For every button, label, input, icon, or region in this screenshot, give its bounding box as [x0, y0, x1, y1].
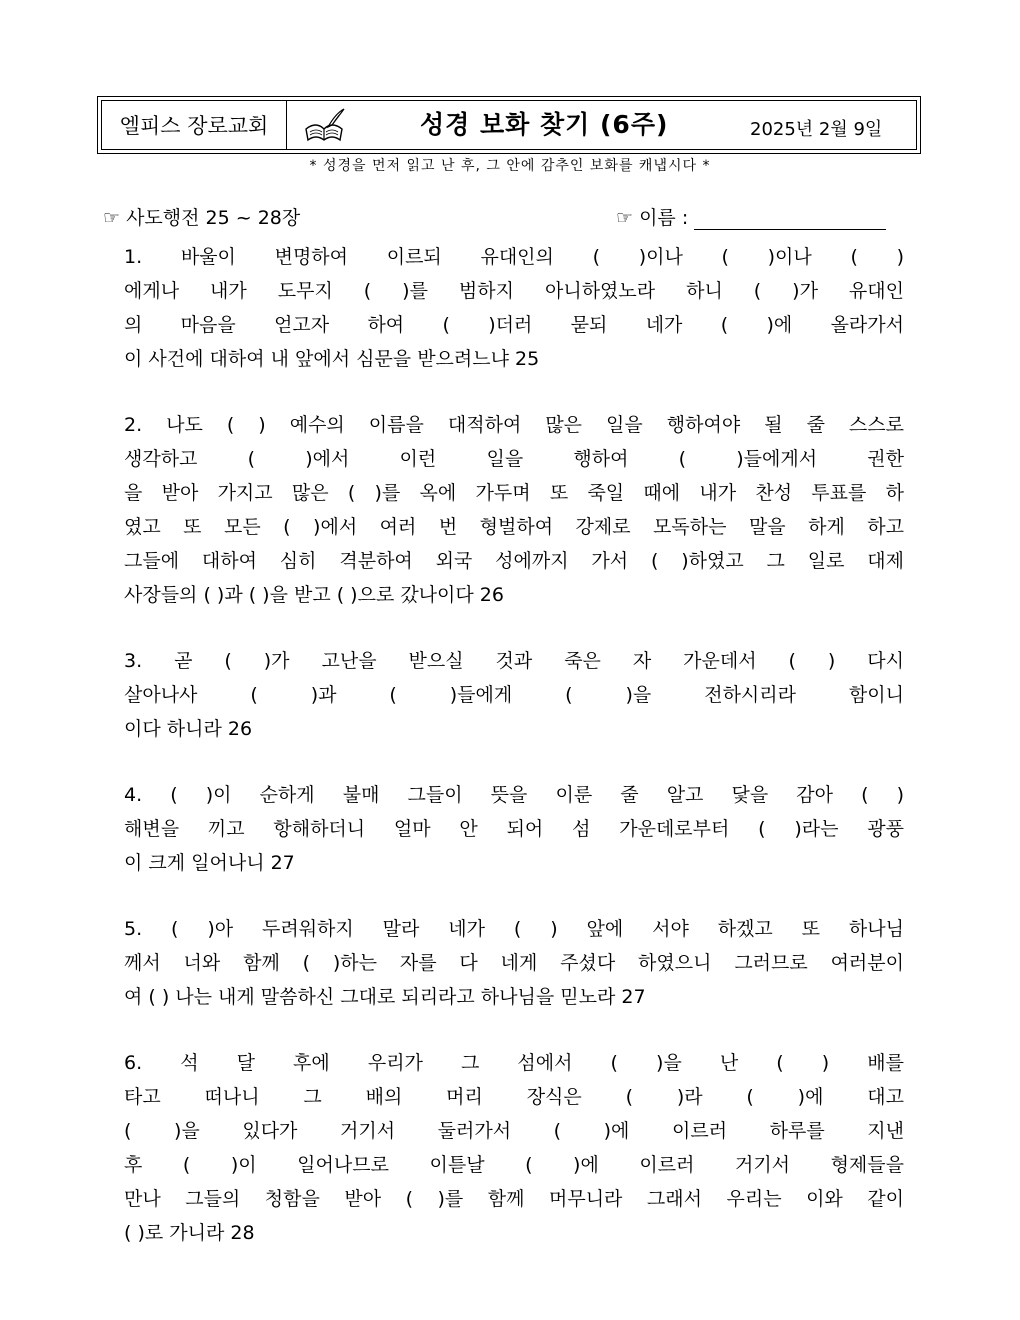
question-line: 2. 나도 ( ) 예수의 이름을 대적하여 많은 일을 행하여야 될 줄 스스로: [124, 414, 904, 436]
church-name: 엘피스 장로교회: [102, 101, 287, 149]
reference-row: [103, 203, 918, 233]
header-inner-frame: [101, 100, 917, 150]
question-line: 후 ( )이 일어나므로 이튿날 ( )에 이르러 거기서 형제들을: [124, 1154, 904, 1176]
question-line: 이다 하니라 26: [124, 718, 253, 740]
name-blank-line[interactable]: [694, 207, 886, 230]
question-line: 였고 또 모든 ( )에서 여러 번 형벌하여 강제로 모독하는 말을 하게 하고: [124, 516, 904, 538]
question-line: ( )을 있다가 거기서 둘러가서 ( )에 이르러 하루를 지낸: [124, 1120, 904, 1142]
question-line: 께서 너와 함께 ( )하는 자를 다 네게 주셨다 하였으니 그러므로 여러분이: [124, 952, 904, 974]
question-line: 사장들의 ( )과 ( )을 받고 ( )으로 갔나이다 26: [124, 584, 504, 606]
question-line: 4. ( )이 순하게 불매 그들이 뜻을 이룬 줄 알고 닻을 감아 ( ): [124, 784, 904, 806]
scripture-reference: ☞ 사도행전 25 ~ 28장: [103, 207, 301, 229]
question-line: 6. 석 달 후에 우리가 그 섬에서 ( )을 난 ( ) 배를: [124, 1052, 904, 1074]
question-line: 그들에 대하여 심히 격분하여 외국 성에까지 가서 ( )하였고 그 일로 대제: [124, 550, 904, 572]
question-line: 살아나사 ( )과 ( )들에게 ( )을 전하시리라 함이니: [124, 684, 904, 706]
question-line: 타고 떠나니 그 배의 머리 장식은 ( )라 ( )에 대고: [124, 1086, 904, 1108]
open-book-quill-icon: [302, 107, 346, 145]
question-line: 을 받아 가지고 많은 ( )를 옥에 가두며 또 죽일 때에 내가 찬성 투표를 하: [124, 482, 904, 504]
worksheet-header: [97, 96, 921, 154]
question-line: 에게나 내가 도무지 ( )를 범하지 아니하였노라 하니 ( )가 유대인: [124, 280, 904, 302]
worksheet-date: 2025년 2월 9일: [750, 119, 883, 140]
instruction-note: * 성경을 먼저 읽고 난 후, 그 안에 감추인 보화를 캐냅시다 *: [309, 158, 711, 174]
name-label: ☞ 이름 :: [616, 207, 689, 229]
question-4: [124, 778, 904, 880]
question-line: 1. 바울이 변명하여 이르되 유대인의 ( )이나 ( )이나 ( ): [124, 246, 904, 268]
question-list: [124, 240, 904, 1282]
question-line: 이 크게 일어나니 27: [124, 852, 295, 874]
question-3: [124, 644, 904, 746]
question-6: [124, 1046, 904, 1250]
question-line: 만나 그들의 청함을 받아 ( )를 함께 머무니라 그래서 우리는 이와 같이: [124, 1188, 904, 1210]
worksheet-title: 성경 보화 찾기 (6주): [420, 110, 669, 139]
question-line: 이 사건에 대하여 내 앞에서 심문을 받으려느냐 25: [124, 348, 540, 370]
name-field-group: [616, 203, 886, 230]
question-1: [124, 240, 904, 376]
question-5: [124, 912, 904, 1014]
question-line: 의 마음을 얻고자 하여 ( )더러 묻되 네가 ( )에 올라가서: [124, 314, 904, 336]
question-line: 여 ( ) 나는 내게 말씀하신 그대로 되리라고 하나님을 믿노라 27: [124, 986, 646, 1008]
question-line: 3. 곧 ( )가 고난을 받으실 것과 죽은 자 가운데서 ( ) 다시: [124, 650, 904, 672]
question-2: [124, 408, 904, 612]
question-line: 해변을 끼고 항해하더니 얼마 안 되어 섬 가운데로부터 ( )라는 광풍: [124, 818, 904, 840]
question-line: 생각하고 ( )에서 이런 일을 행하여 ( )들에게서 권한: [124, 448, 904, 470]
question-line: 5. ( )아 두려워하지 말라 네가 ( ) 앞에 서야 하겠고 또 하나님: [124, 918, 904, 940]
question-line: ( )로 가니라 28: [124, 1222, 255, 1244]
